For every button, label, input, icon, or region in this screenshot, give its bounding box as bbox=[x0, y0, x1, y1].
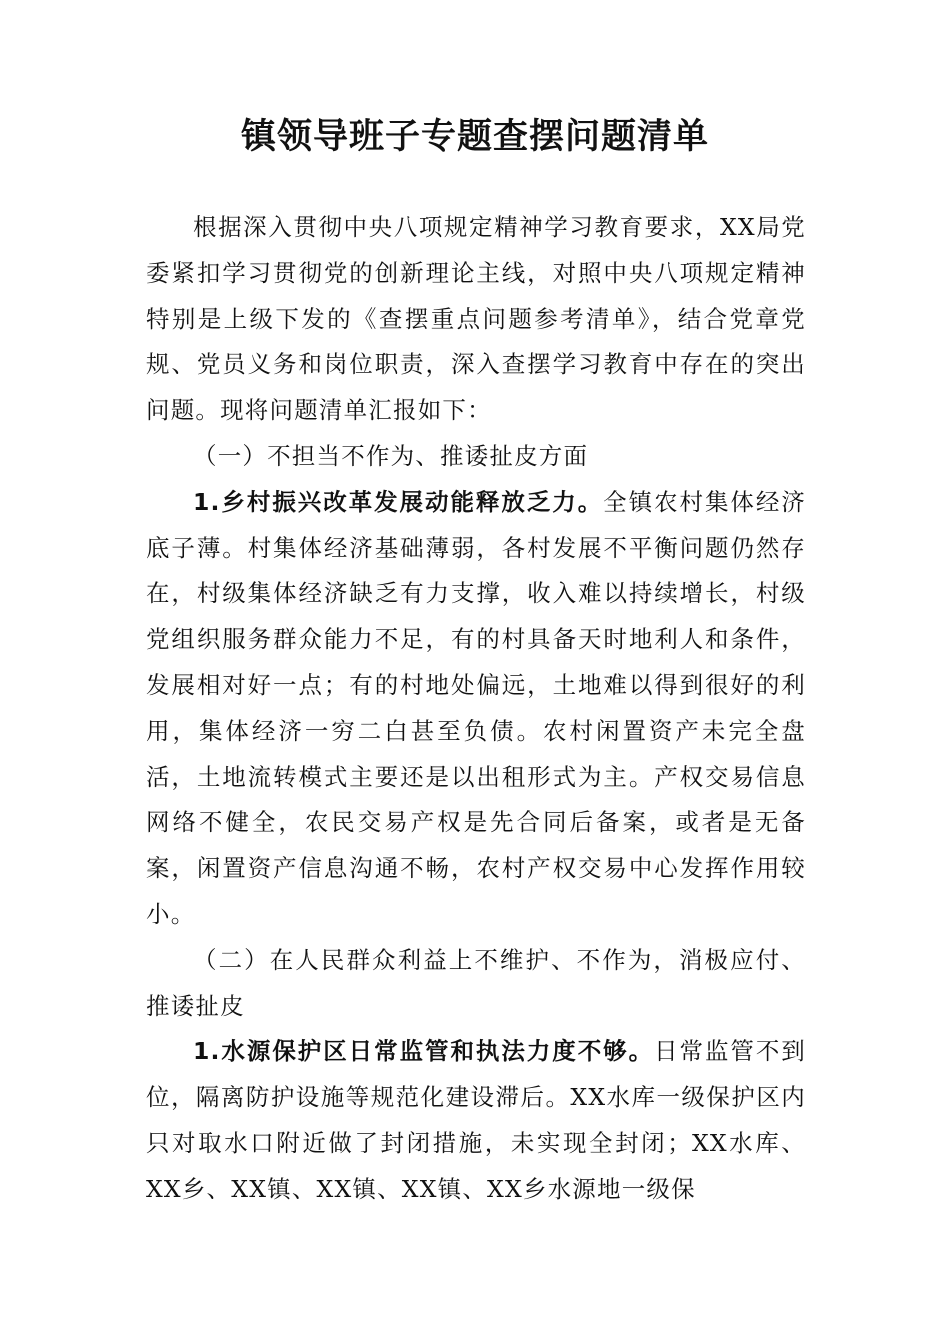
section-1-item-1 bbox=[146, 480, 806, 938]
section-2-item-1-body: 日常监管不到位，隔离防护设施等规范化建设滞后。XX水库一级保护区内只对取水口附近做了封闭措施，未实现全封闭；XX水库、XX乡、XX镇、XX镇、XX镇、XX乡水源地一级保 bbox=[146, 1037, 807, 1203]
section-2-item-1-lead: 1.水源保护区日常监管和执法力度不够。 bbox=[193, 1037, 655, 1066]
section-1-heading: （一）不担当不作为、推诿扯皮方面 bbox=[193, 441, 589, 470]
section-1-item-1-body: 全镇农村集体经济底子薄。村集体经济基础薄弱，各村发展不平衡问题仍然存在，村级集体经济缺乏有力支撑，收入难以持续增长，村级党组织服务群众能力不足，有的村具备天时地利人和条件，发展相对好一点；有的村地处偏远，土地难以得到很好的利用，集体经济一穷二白甚至负债。农村闲置资产未完全盘活，土地流转模式主要还是以出租形式为主。产权交易信息网络不健全，农民交易产权是先合同后备案，或者是无备案，闲置资产信息沟通不畅，农村产权交易中心发挥作用较小。 bbox=[146, 487, 806, 928]
section-2-item-1 bbox=[146, 1029, 806, 1212]
section-1-item-1-lead: 1.乡村振兴改革发展动能释放乏力。 bbox=[193, 487, 604, 516]
document-title: 镇领导班子专题查摆问题清单 bbox=[240, 116, 709, 157]
section-2-heading: （二）在人民群众利益上不维护、不作为，消极应付、推诿扯皮 bbox=[146, 945, 806, 1020]
intro-paragraph: 根据深入贯彻中央八项规定精神学习教育要求，XX局党委紧扣学习贯彻党的创新理论主线，对照中央八项规定精神特别是上级下发的《查摆重点问题参考清单》，结合党章党规、党员义务和岗位职责，深入查摆学习教育中存在的突出问题。现将问题清单汇报如下： bbox=[146, 213, 806, 425]
document-body bbox=[146, 205, 806, 1213]
